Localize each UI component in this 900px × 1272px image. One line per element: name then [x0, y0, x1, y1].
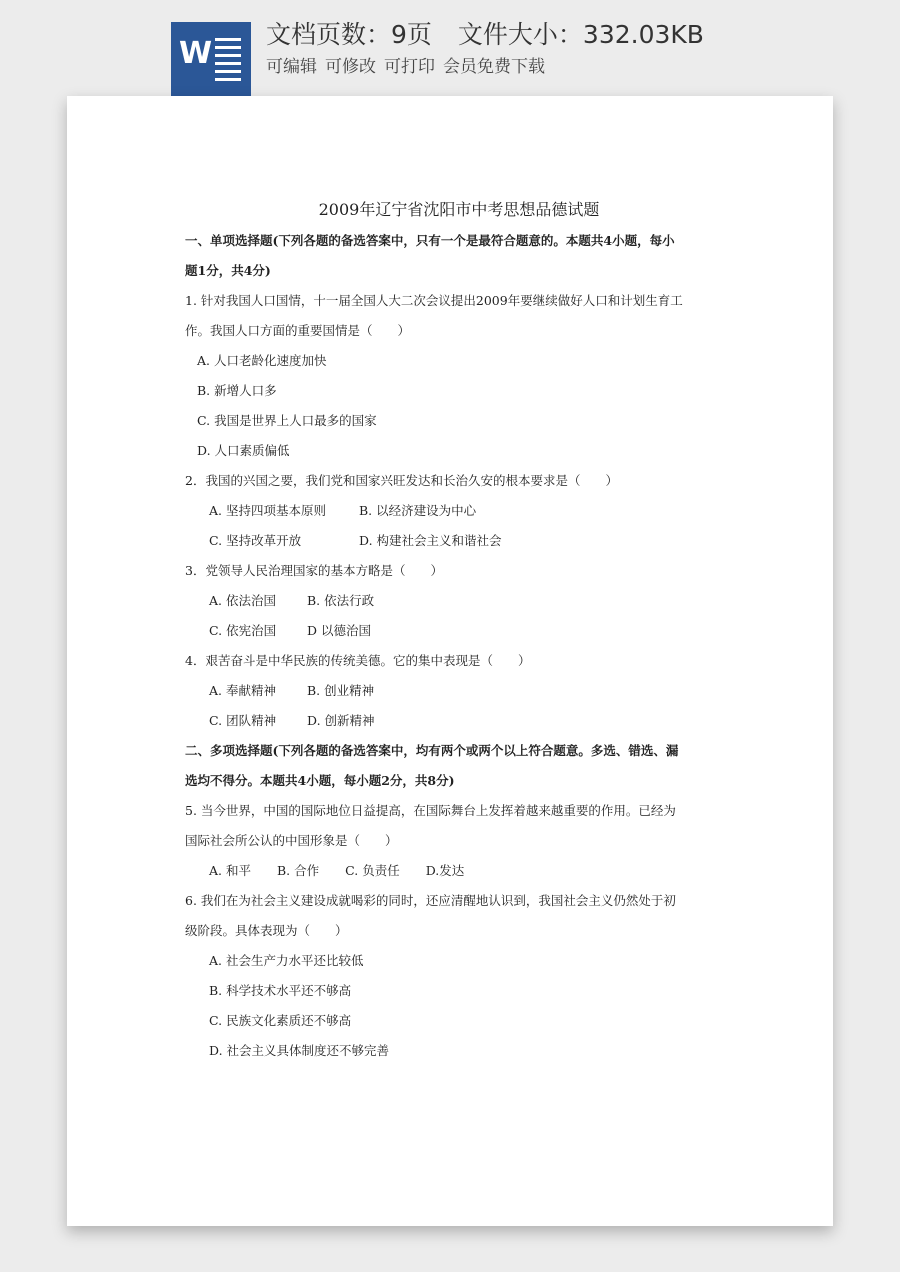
q3-option-a: A. 依法治国: [209, 593, 276, 608]
word-icon-lines: [215, 38, 241, 86]
q4-option-d: D. 创新精神: [307, 713, 375, 728]
question-4: 4．艰苦奋斗是中华民族的传统美德。它的集中表现是（ ）: [185, 653, 531, 668]
q6-option-a: A. 社会生产力水平还比较低: [209, 953, 364, 968]
question-5-line1: 5. 当今世界，中国的国际地位日益提高，在国际舞台上发挥着越来越重要的作用。已经为: [185, 803, 676, 818]
question-5-line2: 国际社会所公认的中国形象是（ ）: [185, 833, 398, 848]
q3-options-row2: [185, 616, 725, 646]
section2-heading-line1: 二、多项选择题(下列各题的备选答案中，均有两个或两个以上符合题意。多选、错选、漏: [185, 743, 679, 758]
document-content: [185, 196, 725, 1066]
q2-options-row1: [185, 496, 725, 526]
q5-options-row: [185, 856, 725, 886]
question-1-line2: 作。我国人口方面的重要国情是（ ）: [185, 323, 411, 338]
q5-option-c: C. 负责任: [345, 863, 400, 878]
feature-modifiable: 可修改: [325, 57, 376, 77]
q2-option-c: C. 坚持改革开放: [209, 533, 302, 548]
q1-option-d: D. 人口素质偏低: [197, 443, 290, 458]
q3-option-b: B. 依法行政: [307, 593, 375, 608]
question-2: 2．我国的兴国之要，我们党和国家兴旺发达和长治久安的根本要求是（ ）: [185, 473, 618, 488]
section2-heading-line2: 选均不得分。本题共4小题，每小题2分，共8分): [185, 773, 455, 788]
q2-option-a: A. 坚持四项基本原则: [209, 503, 326, 518]
feature-editable: 可编辑: [266, 57, 317, 77]
section1-heading-line1: 一、单项选择题(下列各题的备选答案中，只有一个是最符合题意的。本题共4小题，每小: [185, 233, 675, 248]
q2-option-b: B. 以经济建设为中心: [359, 503, 477, 518]
banner-title: [266, 18, 704, 52]
q4-option-b: B. 创业精神: [307, 683, 375, 698]
banner-features: [266, 55, 553, 79]
question-6-line2: 级阶段。具体表现为（ ）: [185, 923, 348, 938]
q3-option-c: C. 依宪治国: [209, 623, 277, 638]
section1-heading-line2: 题1分，共4分): [185, 263, 271, 278]
q2-option-d: D. 构建社会主义和谐社会: [359, 533, 502, 548]
q4-options-row2: [185, 706, 725, 736]
document-title: 2009年辽宁省沈阳市中考思想品德试题: [318, 200, 600, 219]
word-icon-letter: W: [179, 36, 213, 71]
q5-option-b: B. 合作: [276, 863, 320, 878]
file-size: 文件大小：332.03KB: [457, 20, 704, 49]
q5-option-d: D.发达: [425, 863, 465, 878]
document-page: [67, 96, 833, 1226]
q6-option-d: D. 社会主义具体制度还不够完善: [209, 1043, 390, 1058]
q3-options-row1: [185, 586, 725, 616]
q1-option-a: A. 人口老龄化速度加快: [197, 353, 327, 368]
feature-member-download: 会员免费下载: [443, 57, 545, 77]
q1-option-b: B. 新增人口多: [197, 383, 277, 398]
q1-option-c: C. 我国是世界上人口最多的国家: [197, 413, 377, 428]
q6-option-c: C. 民族文化素质还不够高: [209, 1013, 352, 1028]
question-1-line1: 1. 针对我国人口国情，十一届全国人大二次会议提出2009年要继续做好人口和计划生育工: [185, 293, 683, 308]
download-banner: [0, 0, 900, 100]
word-doc-icon: [171, 22, 251, 96]
q6-option-b: B. 科学技术水平还不够高: [209, 983, 352, 998]
q2-options-row2: [185, 526, 725, 556]
question-3: 3．党领导人民治理国家的基本方略是（ ）: [185, 563, 443, 578]
page-count: 文档页数：9页: [266, 20, 432, 49]
q4-options-row1: [185, 676, 725, 706]
feature-printable: 可打印: [384, 57, 435, 77]
q5-option-a: A. 和平: [209, 863, 251, 878]
q3-option-d: D 以德治国: [307, 623, 371, 638]
question-6-line1: 6. 我们在为社会主义建设成就喝彩的同时，还应清醒地认识到，我国社会主义仍然处于初: [185, 893, 676, 908]
q4-option-a: A. 奉献精神: [209, 683, 276, 698]
q4-option-c: C. 团队精神: [209, 713, 277, 728]
